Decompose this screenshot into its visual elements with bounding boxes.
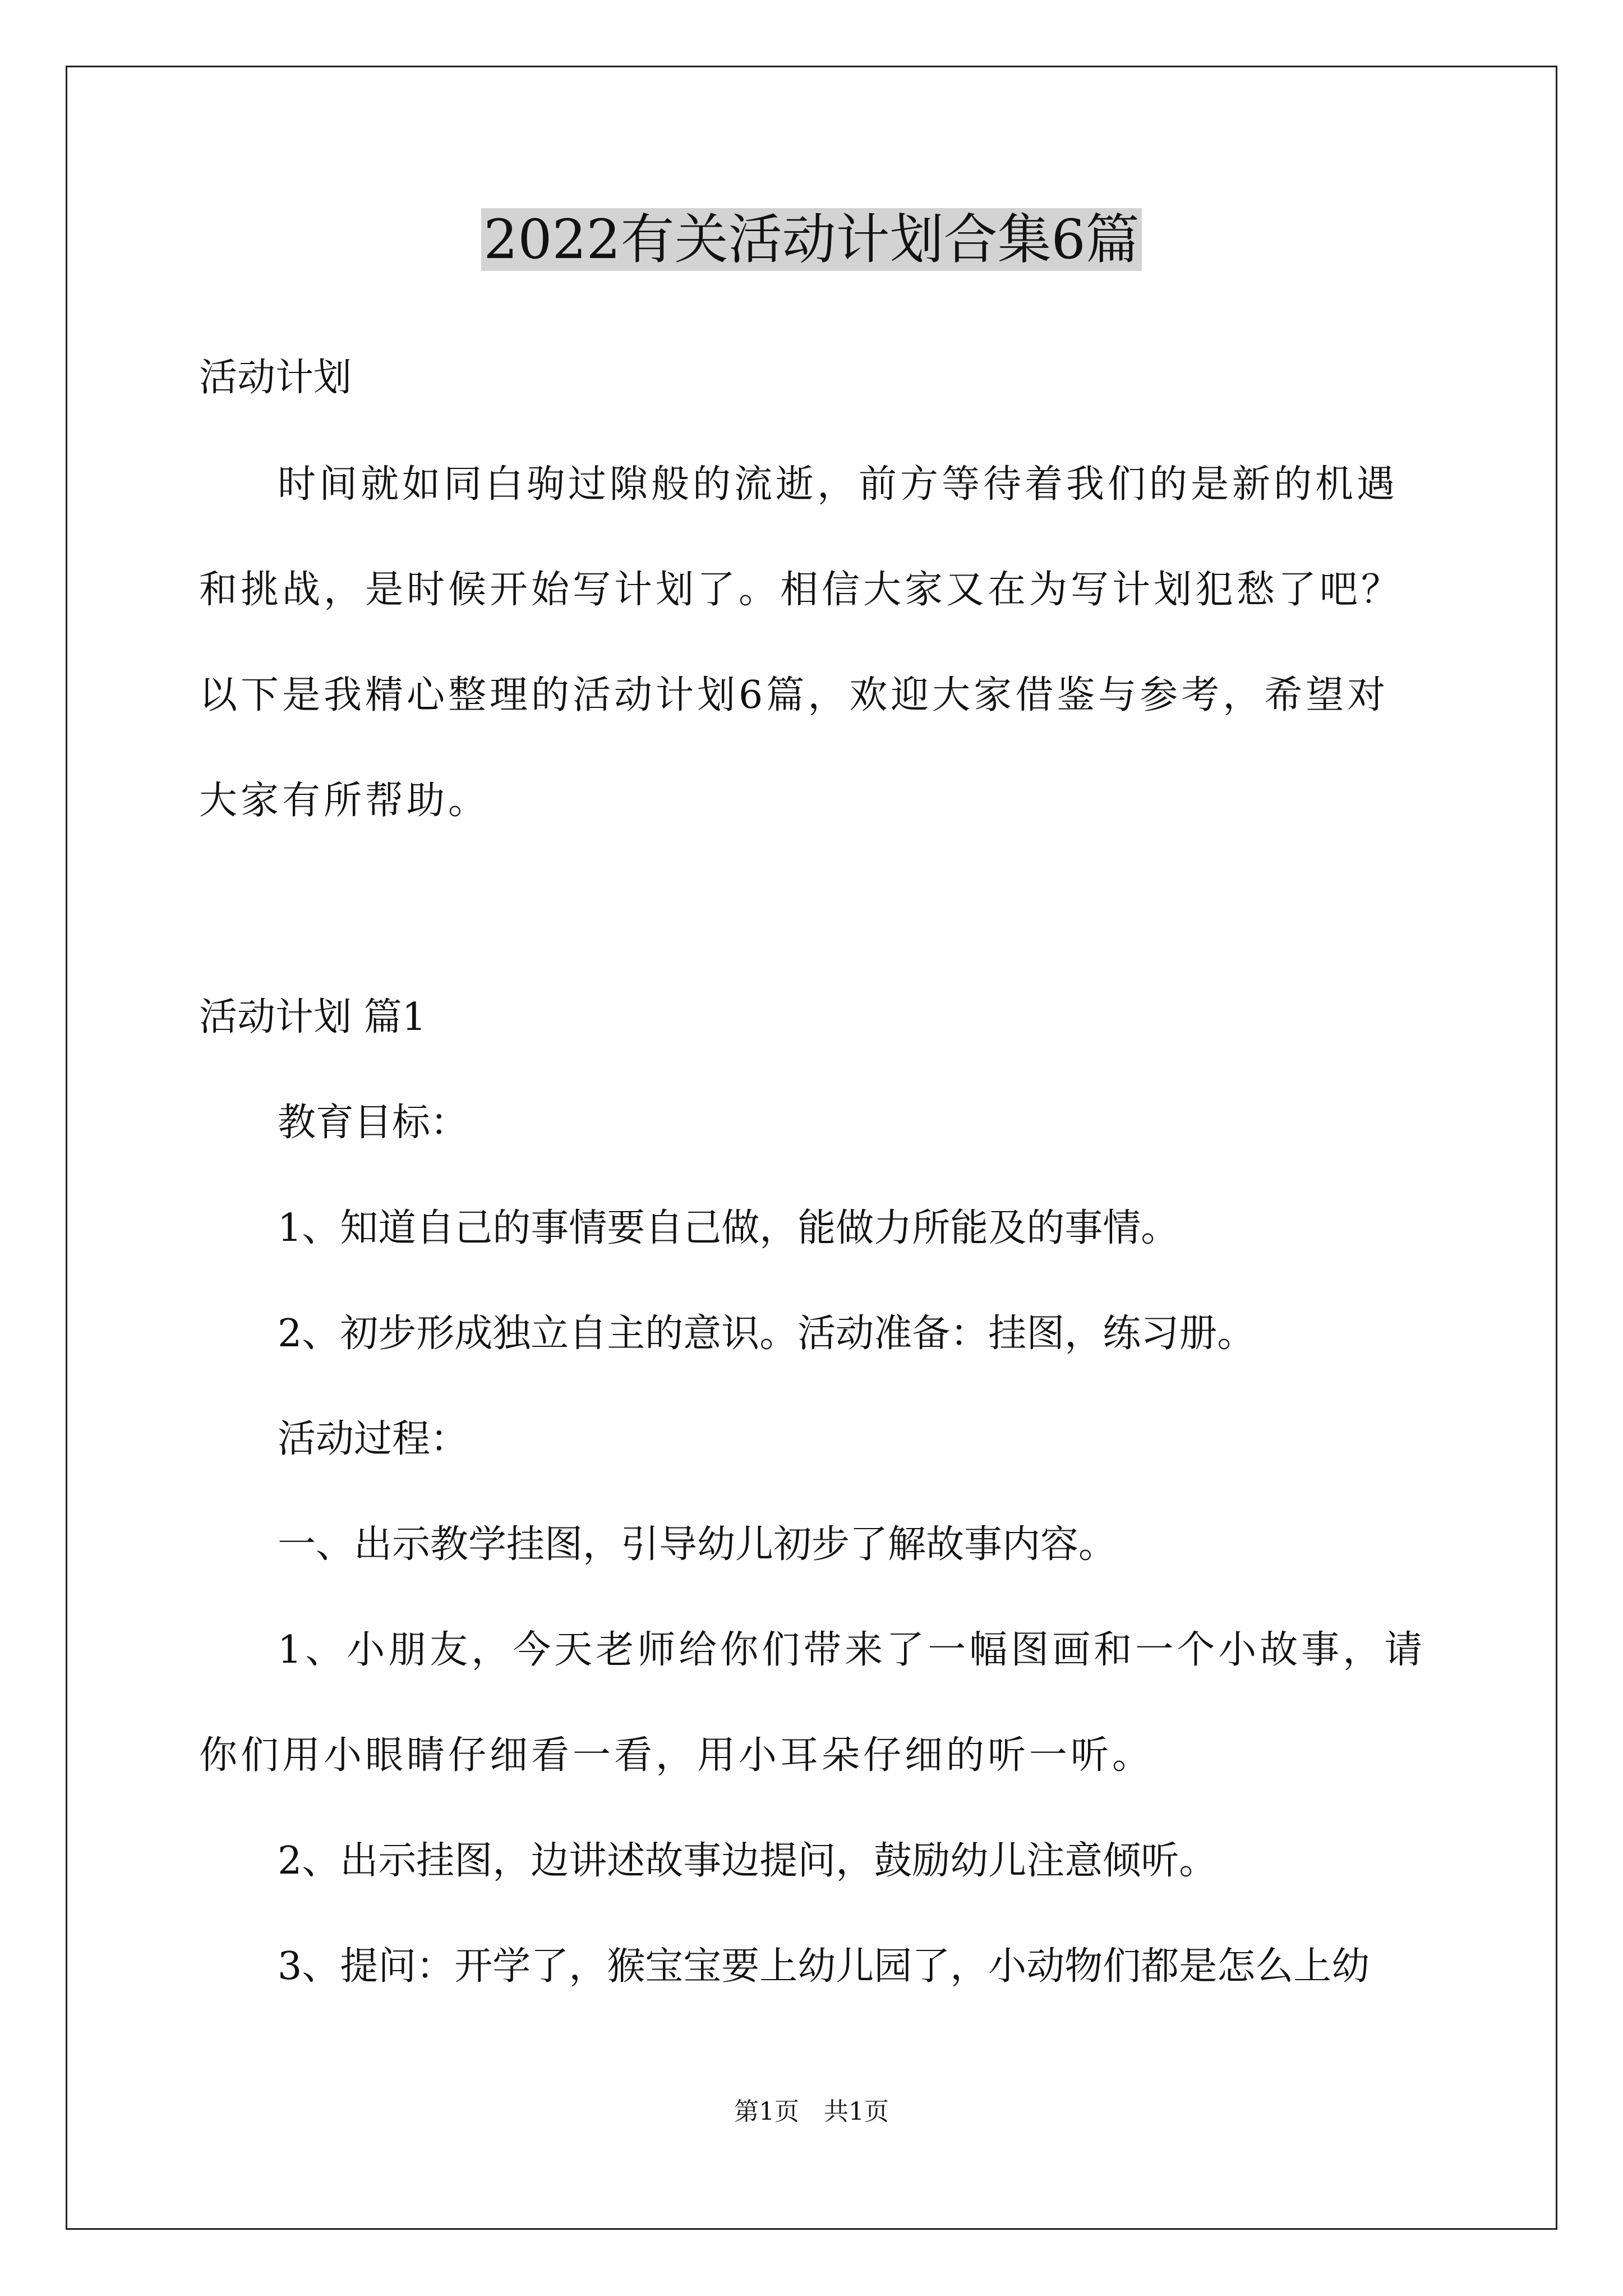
line-question-2: 2、出示挂图，边讲述故事边提问，鼓励幼儿注意倾听。 [278,1839,1218,1883]
line-step-1: 一、出示教学挂图，引导幼儿初步了解故事内容。 [278,1522,1117,1567]
line-goal-2: 2、初步形成独立自主的意识。活动准备：挂图，练习册。 [278,1312,1256,1356]
line-education-goals: 教育目标： [278,1101,469,1145]
document-title-text: 2022有关活动计划合集6篇 [481,208,1141,271]
line-question-3: 3、提问：开学了，猴宝宝要上幼儿园了，小动物们都是怎么上幼 [278,1944,1370,1989]
intro-heading: 活动计划 [199,356,352,400]
line-process: 活动过程： [278,1417,469,1461]
line-goal-1: 1、知道自己的事情要自己做，能做力所能及的事情。 [278,1206,1179,1250]
paragraph-question-1: 1、小朋友，今天老师给你们带来了一幅图画和一个小故事，请你们用小眼睛仔细看一看，用小耳朵仔细的听一听。 [199,1628,1426,1778]
intro-paragraph: 时间就如同白驹过隙般的流逝，前方等待着我们的是新的机遇和挑战，是时候开始写计划了。相信大家又在为写计划犯愁了吧？以下是我精心整理的活动计划6篇，欢迎大家借鉴与参考，希望对大家有所帮助。 [199,462,1403,823]
page-footer [0,2095,1623,2129]
page-number: 第1页 共1页 [734,2097,889,2126]
document-title [0,203,1623,276]
section-heading: 活动计划 篇1 [199,995,426,1039]
